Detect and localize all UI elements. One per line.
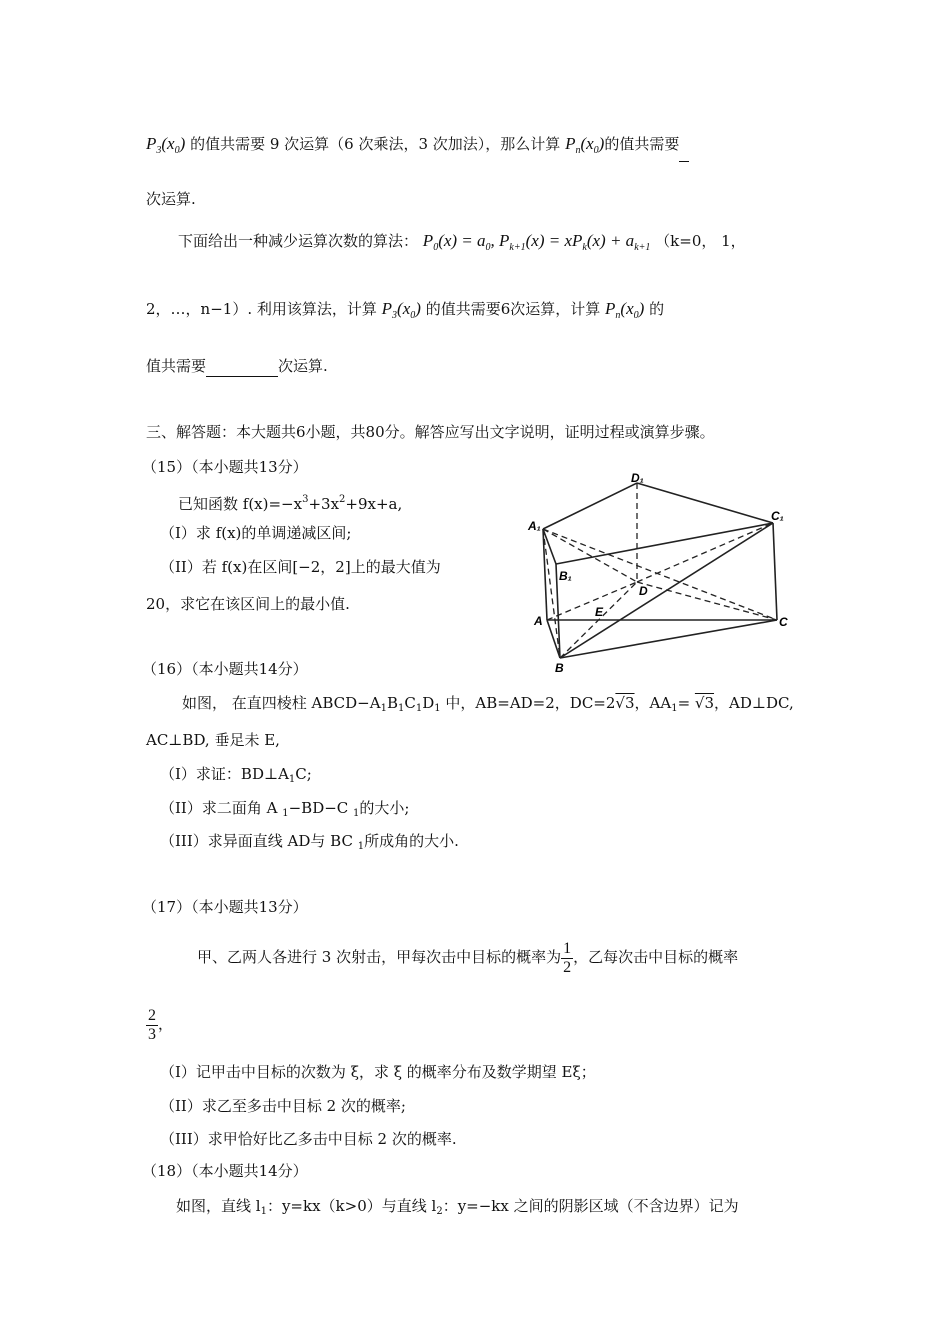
fraction-two-thirds: $\frac{2}{3}$ (148, 1006, 156, 1043)
question-15-part-2-cont: 20，求它在该区间上的最小值. (146, 595, 350, 613)
para-line: 次运算. (146, 190, 196, 208)
question-17-line: 甲、乙两人各进行 3 次射击，甲每次击中目标的概率为 $\frac{1}{2}$ ，乙每次击中目标的概率 (197, 939, 739, 976)
label-c1: C₁ (771, 509, 784, 523)
question-17-part-3: （III）求甲恰好比乙多击中目标 2 次的概率. (160, 1130, 457, 1148)
question-18-line: 如图，直线 $l_1$：y=kx（k>0）与直线 $l_2$：y=−kx 之间的阴影区域（不含边界）记为 (176, 1197, 739, 1217)
question-18-heading: （18）（本小题共14分） (142, 1162, 308, 1180)
answer-blank (679, 145, 689, 162)
para-line: 值共需要 次运算. (146, 357, 328, 375)
fraction-one-half: $\frac{1}{2}$ (563, 939, 572, 976)
math-p3-x0: $P_3(x_0)$ (381, 299, 421, 321)
question-16-heading: （16）（本小题共14分） (142, 660, 308, 678)
question-16-line-2: AC⊥BD, 垂足未 E, (146, 731, 280, 749)
question-16-line: 如图， 在直四棱柱 $ABCD-A_1B_1C_1D_1$ 中，AB=AD=2，DC=2√3，$AA_1= √3$，AD⊥DC, (182, 694, 794, 714)
label-c: C (779, 615, 788, 629)
prism-solid-edges (543, 483, 777, 658)
section-heading: 三、解答题：本大题共6小题，共80分。解答应写出文字说明，证明过程或演算步骤。 (146, 423, 715, 441)
question-15-line: 已知函数 $f(x)=-x^3+3x^2+9x+a$, (178, 494, 403, 513)
question-15-part-1: （I）求 f(x)的单调递减区间; (160, 524, 352, 542)
para-text: 的值共需要 (604, 135, 680, 153)
math-recurrence: $P_0(x) = a_0$, $P_{k+1}(x) = xP_k(x) + a_{k+1}$ (422, 231, 651, 253)
question-17-part-2: （II）求乙至多击中目标 2 次的概率; (160, 1097, 406, 1115)
label-a: A (534, 614, 543, 628)
para-algorithm-cont: 2，…，n−1）. 利用该算法，计算 $P_3(x_0)$ 的值共需要6次运算，计算 $P_n(x_0)$ 的 (146, 299, 665, 321)
question-17-part-1: （I）记甲击中目标的次数为 ξ，求 ξ 的概率分布及数学期望 Eξ； (160, 1063, 596, 1081)
math-p3-x0: $P_3(x_0)$ (146, 134, 186, 156)
question-15-heading: （15）（本小题共13分） (142, 458, 308, 476)
label-b1: B₁ (559, 569, 572, 583)
label-e: E (595, 605, 604, 619)
para-p3-operations (146, 133, 689, 162)
question-16-part-2: （II）求二面角 A $_1$−BD−C $_1$的大小; (160, 799, 410, 819)
para-text: 的值共需要 9 次运算（6 次乘法，3 次加法），那么计算 (190, 135, 561, 153)
answer-blank (206, 360, 278, 377)
math-pn-x0: $P_n(x_0)$ (565, 134, 605, 156)
math-pn-x0: $P_n(x_0)$ (605, 299, 645, 321)
para-algorithm: 下面给出一种减少运算次数的算法： $P_0(x) = a_0$, $P_{k+1}(x) = xP_k(x) + a_{k+1}$ （k=0， 1， (178, 231, 746, 253)
label-d: D (639, 584, 648, 598)
question-16-part-1: （I）求证：$BD\perp A_1C$; (160, 765, 312, 785)
question-17-heading: （17）（本小题共13分） (142, 898, 308, 916)
label-b: B (555, 661, 564, 675)
prism-hidden-edges (543, 483, 777, 658)
question-16-part-3: （III）求异面直线 AD与 BC $_1$所成角的大小. (160, 832, 459, 852)
question-17-line-2: $\frac{2}{3}$ ， (148, 1006, 174, 1043)
prism-figure (525, 470, 800, 675)
label-a1: A₁ (528, 519, 541, 533)
question-15-part-2: （II）若 f(x)在区间[−2，2]上的最大值为 (160, 558, 441, 576)
label-d1: D₁ (631, 471, 644, 485)
